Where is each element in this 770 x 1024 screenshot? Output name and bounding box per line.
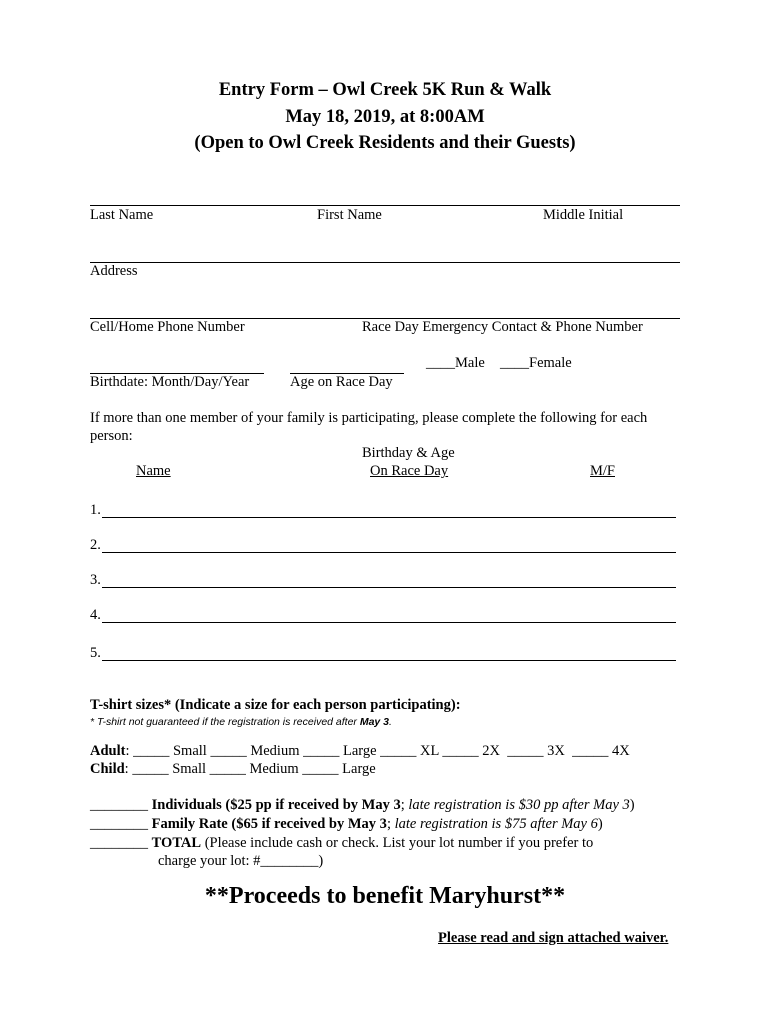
- total-row[interactable]: [90, 835, 593, 852]
- family-intro-line2: person:: [90, 428, 133, 444]
- family-fee-row[interactable]: [90, 816, 603, 833]
- family-row-number: 5.: [90, 645, 101, 661]
- female-option[interactable]: [500, 355, 572, 372]
- address-input-line[interactable]: [90, 262, 680, 263]
- tshirt-note-text: * T-shirt not guaranteed if the registration is received after: [90, 716, 360, 728]
- family-row-line[interactable]: [102, 622, 676, 623]
- tshirt-note-end: .: [389, 716, 392, 728]
- family-close: ): [597, 816, 603, 832]
- tshirt-note: [90, 716, 392, 728]
- event-date: May 18, 2019, at 8:00AM: [285, 107, 485, 127]
- total-text: (Please include cash or check. List your lot number if you prefer to: [201, 835, 594, 851]
- family-row-line[interactable]: [102, 552, 676, 553]
- female-label: Female: [529, 355, 572, 371]
- male-label: Male: [455, 355, 485, 371]
- family-row-line[interactable]: [102, 517, 676, 518]
- total-blank[interactable]: ________: [90, 835, 148, 851]
- name-column-header: Name: [136, 463, 171, 479]
- event-eligibility: (Open to Owl Creek Residents and their Guests): [194, 133, 576, 153]
- family-row-number: 4.: [90, 607, 101, 623]
- birthday-age-header-bottom: On Race Day: [370, 463, 449, 479]
- phone-label: Cell/Home Phone Number: [90, 319, 245, 335]
- adult-sizes-row[interactable]: [90, 743, 630, 760]
- individuals-fee-row[interactable]: [90, 797, 635, 814]
- family-row-number: 3.: [90, 572, 101, 588]
- total-text-line2: charge your lot: #________): [158, 853, 324, 869]
- family-price: $65 if received by May 3: [236, 816, 387, 832]
- family-blank[interactable]: ________: [90, 816, 148, 832]
- female-blank[interactable]: ____: [500, 355, 529, 371]
- total-label: TOTAL: [151, 835, 202, 851]
- family-row-line[interactable]: [102, 660, 676, 661]
- address-label: Address: [90, 263, 138, 279]
- adult-sizes[interactable]: : _____ Small _____ Medium _____ Large _____ XL _____ 2X _____ 3X _____ 4X: [125, 743, 630, 759]
- emergency-contact-label: Race Day Emergency Contact & Phone Number: [362, 319, 643, 335]
- individuals-price: $25 pp if received by May 3: [230, 797, 401, 813]
- family-late: late registration is $75 after May 6: [394, 816, 598, 832]
- adult-label: Adult: [90, 743, 126, 759]
- individuals-blank[interactable]: ________: [90, 797, 148, 813]
- family-intro-line1: If more than one member of your family is participating, please complete the following for each: [90, 410, 648, 426]
- tshirt-note-date: May 3: [359, 716, 390, 728]
- family-row-line[interactable]: [102, 587, 676, 588]
- male-blank[interactable]: ____: [426, 355, 455, 371]
- individuals-close: ): [629, 797, 635, 813]
- tshirt-heading: T-shirt sizes* (Indicate a size for each person participating):: [90, 697, 461, 713]
- proceeds-banner: **Proceeds to benefit Maryhurst**: [204, 883, 566, 909]
- individuals-label: Individuals (: [148, 797, 231, 813]
- child-label: Child: [90, 761, 125, 777]
- first-name-label: First Name: [317, 207, 382, 223]
- birthdate-label: Birthdate: Month/Day/Year: [90, 374, 250, 390]
- individuals-late: late registration is $30 pp after May 3: [408, 797, 630, 813]
- child-sizes-row[interactable]: [90, 761, 376, 778]
- mf-column-header: M/F: [590, 463, 615, 479]
- male-option[interactable]: [426, 355, 485, 372]
- birthday-age-header-top: Birthday & Age: [362, 445, 455, 461]
- family-row-number: 2.: [90, 537, 101, 553]
- form-title: Entry Form – Owl Creek 5K Run & Walk: [218, 80, 552, 100]
- waiver-notice: Please read and sign attached waiver.: [438, 930, 669, 946]
- name-input-line[interactable]: [90, 205, 680, 206]
- family-label: Family Rate (: [148, 816, 237, 832]
- family-sep: ;: [386, 816, 395, 832]
- family-row-number: 1.: [90, 502, 101, 518]
- age-label: Age on Race Day: [290, 374, 393, 390]
- child-sizes[interactable]: : _____ Small _____ Medium _____ Large: [124, 761, 376, 777]
- last-name-label: Last Name: [90, 207, 154, 223]
- middle-initial-label: Middle Initial: [543, 207, 624, 223]
- individuals-sep: ;: [400, 797, 409, 813]
